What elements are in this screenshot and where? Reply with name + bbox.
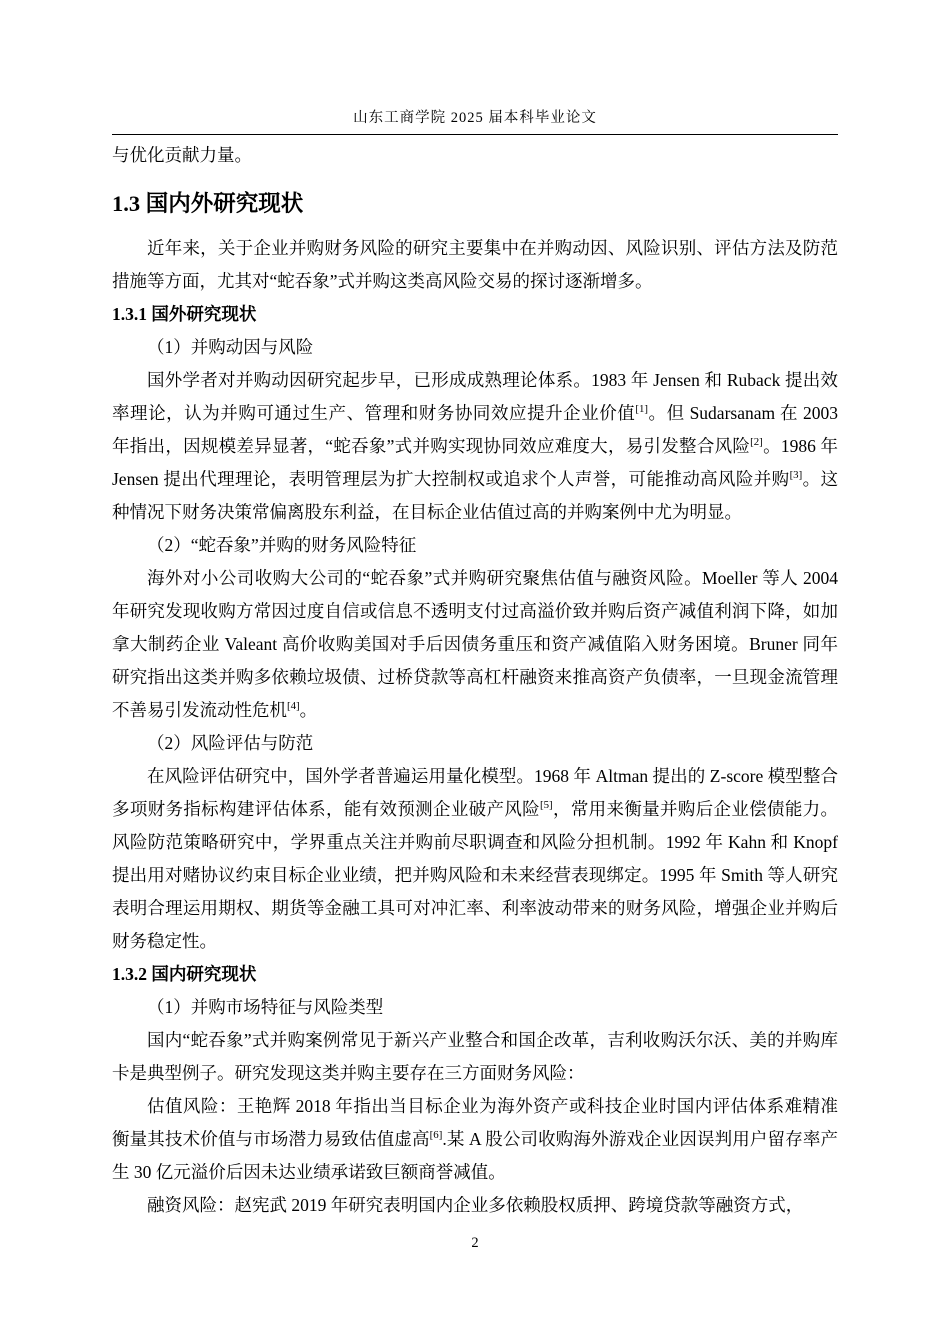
page-number: 2 (471, 1235, 479, 1251)
subsection-heading-1-3-1: 1.3.1 国外研究现状 (112, 304, 257, 324)
header-title: 山东工商学院 2025 届本科毕业论文 (353, 110, 597, 126)
paragraph-continuation: 与优化贡献力量。 (112, 145, 252, 165)
paragraph: 国外学者对并购动因研究起步早，已形成成熟理论体系。1983 年 Jensen 和 Ruback 提出效率理论，认为并购可通过生产、管理和财务协同效应提升企业价值[1]。但 Sudarsanam 在 2003 年指出，因规模差异显著，“蛇吞象”式并购实现协同效应难度大，易引发整合风险[2]。1986 年 Jensen 提出代理理论，表明管理层为扩大控制权或追求个人声誉，可能推动高风险并购[3]。这种情况下财务决策常偏离股东利益，在目标企业估值过高的并购案例中尤为明显。 (112, 370, 839, 522)
paragraph: 近年来，关于企业并购财务风险的研究主要集中在并购动因、风险识别、评估方法及防范措施等方面，尤其对“蛇吞象”式并购这类高风险交易的探讨逐渐增多。 (112, 238, 838, 291)
list-label-paragraph: （2）“蛇吞象”并购的财务风险特征 (147, 535, 417, 555)
section-heading-1-3: 1.3 国内外研究现状 (112, 191, 304, 216)
page-footer (0, 1235, 950, 1252)
list-label-paragraph: （1）并购动因与风险 (147, 337, 314, 357)
paragraph: 融资风险：赵宪武 2019 年研究表明国内企业多依赖股权质押、跨境贷款等融资方式， (147, 1195, 804, 1215)
paragraph: 国内“蛇吞象”式并购案例常见于新兴产业整合和国企改革，吉利收购沃尔沃、美的并购库卡是典型例子。研究发现这类并购主要存在三方面财务风险： (112, 1030, 838, 1083)
paragraph: 估值风险：王艳辉 2018 年指出当目标企业为海外资产或科技企业时国内评估体系难精准衡量其技术价值与市场潜力易致估值虚高[6].某 A 股公司收购海外游戏企业因误判用户留存率产生 30 亿元溢价后因未达业绩承诺致巨额商誉减值。 (112, 1096, 839, 1182)
page-header (112, 106, 838, 135)
paragraph: 在风险评估研究中，国外学者普遍运用量化模型。1968 年 Altman 提出的 Z-score 模型整合多项财务指标构建评估体系，能有效预测企业破产风险[5]，常用来衡量并购后企业偿债能力。风险防范策略研究中，学界重点关注并购前尽职调查和风险分担机制。1992 年 Kahn 和 Knopf 提出用对赌协议约束目标企业业绩，把并购风险和未来经营表现绑定。1995 年 Smith 等人研究表明合理运用期权、期货等金融工具可对冲汇率、利率波动带来的财务风险，增强企业并购后财务稳定性。 (112, 766, 839, 951)
document-body (112, 139, 838, 1222)
subsection-heading-1-3-2: 1.3.2 国内研究现状 (112, 964, 257, 984)
paragraph: 海外对小公司收购大公司的“蛇吞象”式并购研究聚焦估值与融资风险。Moeller 等人 2004 年研究发现收购方常因过度自信或信息不透明支付过高溢价致并购后资产减值利润下降，如加拿大制药企业 Valeant 高价收购美国对手后因债务重压和资产减值陷入财务困境。Bruner 同年研究指出这类并购多依赖垃圾债、过桥贷款等高杠杆融资来推高资产负债率，一旦现金流管理不善易引发流动性危机[4]。 (112, 568, 838, 720)
list-label-paragraph: （1）并购市场特征与风险类型 (147, 997, 384, 1017)
list-label-paragraph: （2）风险评估与防范 (147, 733, 314, 753)
